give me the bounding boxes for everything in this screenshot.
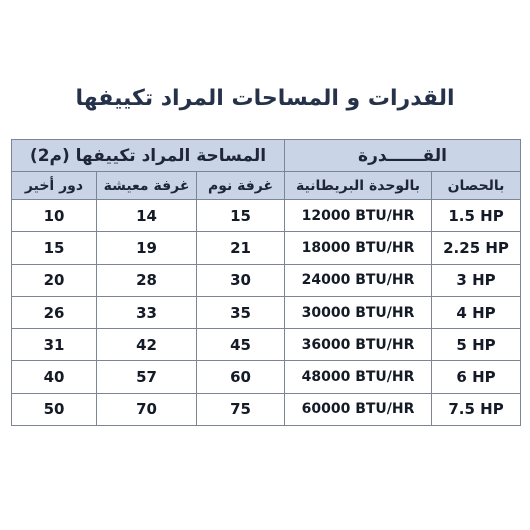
last-floor-area-cell: 31: [12, 329, 97, 361]
last-floor-column-header: دور أخير: [12, 172, 97, 200]
group-header-row: [12, 140, 521, 172]
hp-cell: 2.25 HP: [432, 232, 521, 264]
last-floor-area-cell: 20: [12, 264, 97, 296]
last-floor-area-cell: 26: [12, 296, 97, 328]
hp-cell: 7.5 HP: [432, 393, 521, 425]
hp-cell: 5 HP: [432, 329, 521, 361]
hp-column-header: بالحصان: [432, 172, 521, 200]
living-room-area-cell: 57: [97, 361, 197, 393]
living-room-area-cell: 14: [97, 200, 197, 232]
btu-cell: 36000 BTU/HR: [285, 329, 432, 361]
bedroom-area-cell: 45: [197, 329, 285, 361]
table-row: [12, 232, 521, 264]
btu-cell: 60000 BTU/HR: [285, 393, 432, 425]
sub-header-row: [12, 172, 521, 200]
bedroom-area-cell: 21: [197, 232, 285, 264]
bedroom-area-cell: 60: [197, 361, 285, 393]
living-room-area-cell: 19: [97, 232, 197, 264]
hp-cell: 6 HP: [432, 361, 521, 393]
bedroom-area-cell: 15: [197, 200, 285, 232]
table-row: [12, 329, 521, 361]
page-title: القدرات و المساحات المراد تكييفها: [75, 86, 455, 111]
last-floor-area-cell: 10: [12, 200, 97, 232]
btu-cell: 30000 BTU/HR: [285, 296, 432, 328]
table-row: [12, 200, 521, 232]
living-room-area-cell: 70: [97, 393, 197, 425]
table-row: [12, 393, 521, 425]
btu-cell: 18000 BTU/HR: [285, 232, 432, 264]
living-room-area-cell: 28: [97, 264, 197, 296]
last-floor-area-cell: 50: [12, 393, 97, 425]
hp-cell: 3 HP: [432, 264, 521, 296]
capacity-area-table: [11, 139, 521, 426]
btu-cell: 24000 BTU/HR: [285, 264, 432, 296]
table-row: [12, 361, 521, 393]
bedroom-area-cell: 35: [197, 296, 285, 328]
last-floor-area-cell: 15: [12, 232, 97, 264]
area-group-header: المساحة المراد تكييفها (م2): [12, 140, 285, 172]
living-room-area-cell: 42: [97, 329, 197, 361]
bedroom-area-cell: 75: [197, 393, 285, 425]
hp-cell: 4 HP: [432, 296, 521, 328]
table-row: [12, 264, 521, 296]
table-body: [12, 200, 521, 426]
last-floor-area-cell: 40: [12, 361, 97, 393]
capacity-table-container: [11, 139, 520, 426]
hp-cell: 1.5 HP: [432, 200, 521, 232]
bedroom-area-cell: 30: [197, 264, 285, 296]
btu-cell: 12000 BTU/HR: [285, 200, 432, 232]
btu-cell: 48000 BTU/HR: [285, 361, 432, 393]
living-room-column-header: غرفة معيشة: [97, 172, 197, 200]
living-room-area-cell: 33: [97, 296, 197, 328]
capacity-group-header: القــــــدرة: [285, 140, 521, 172]
table-row: [12, 296, 521, 328]
bedroom-column-header: غرفة نوم: [197, 172, 285, 200]
btu-column-header: بالوحدة البريطانية: [285, 172, 432, 200]
